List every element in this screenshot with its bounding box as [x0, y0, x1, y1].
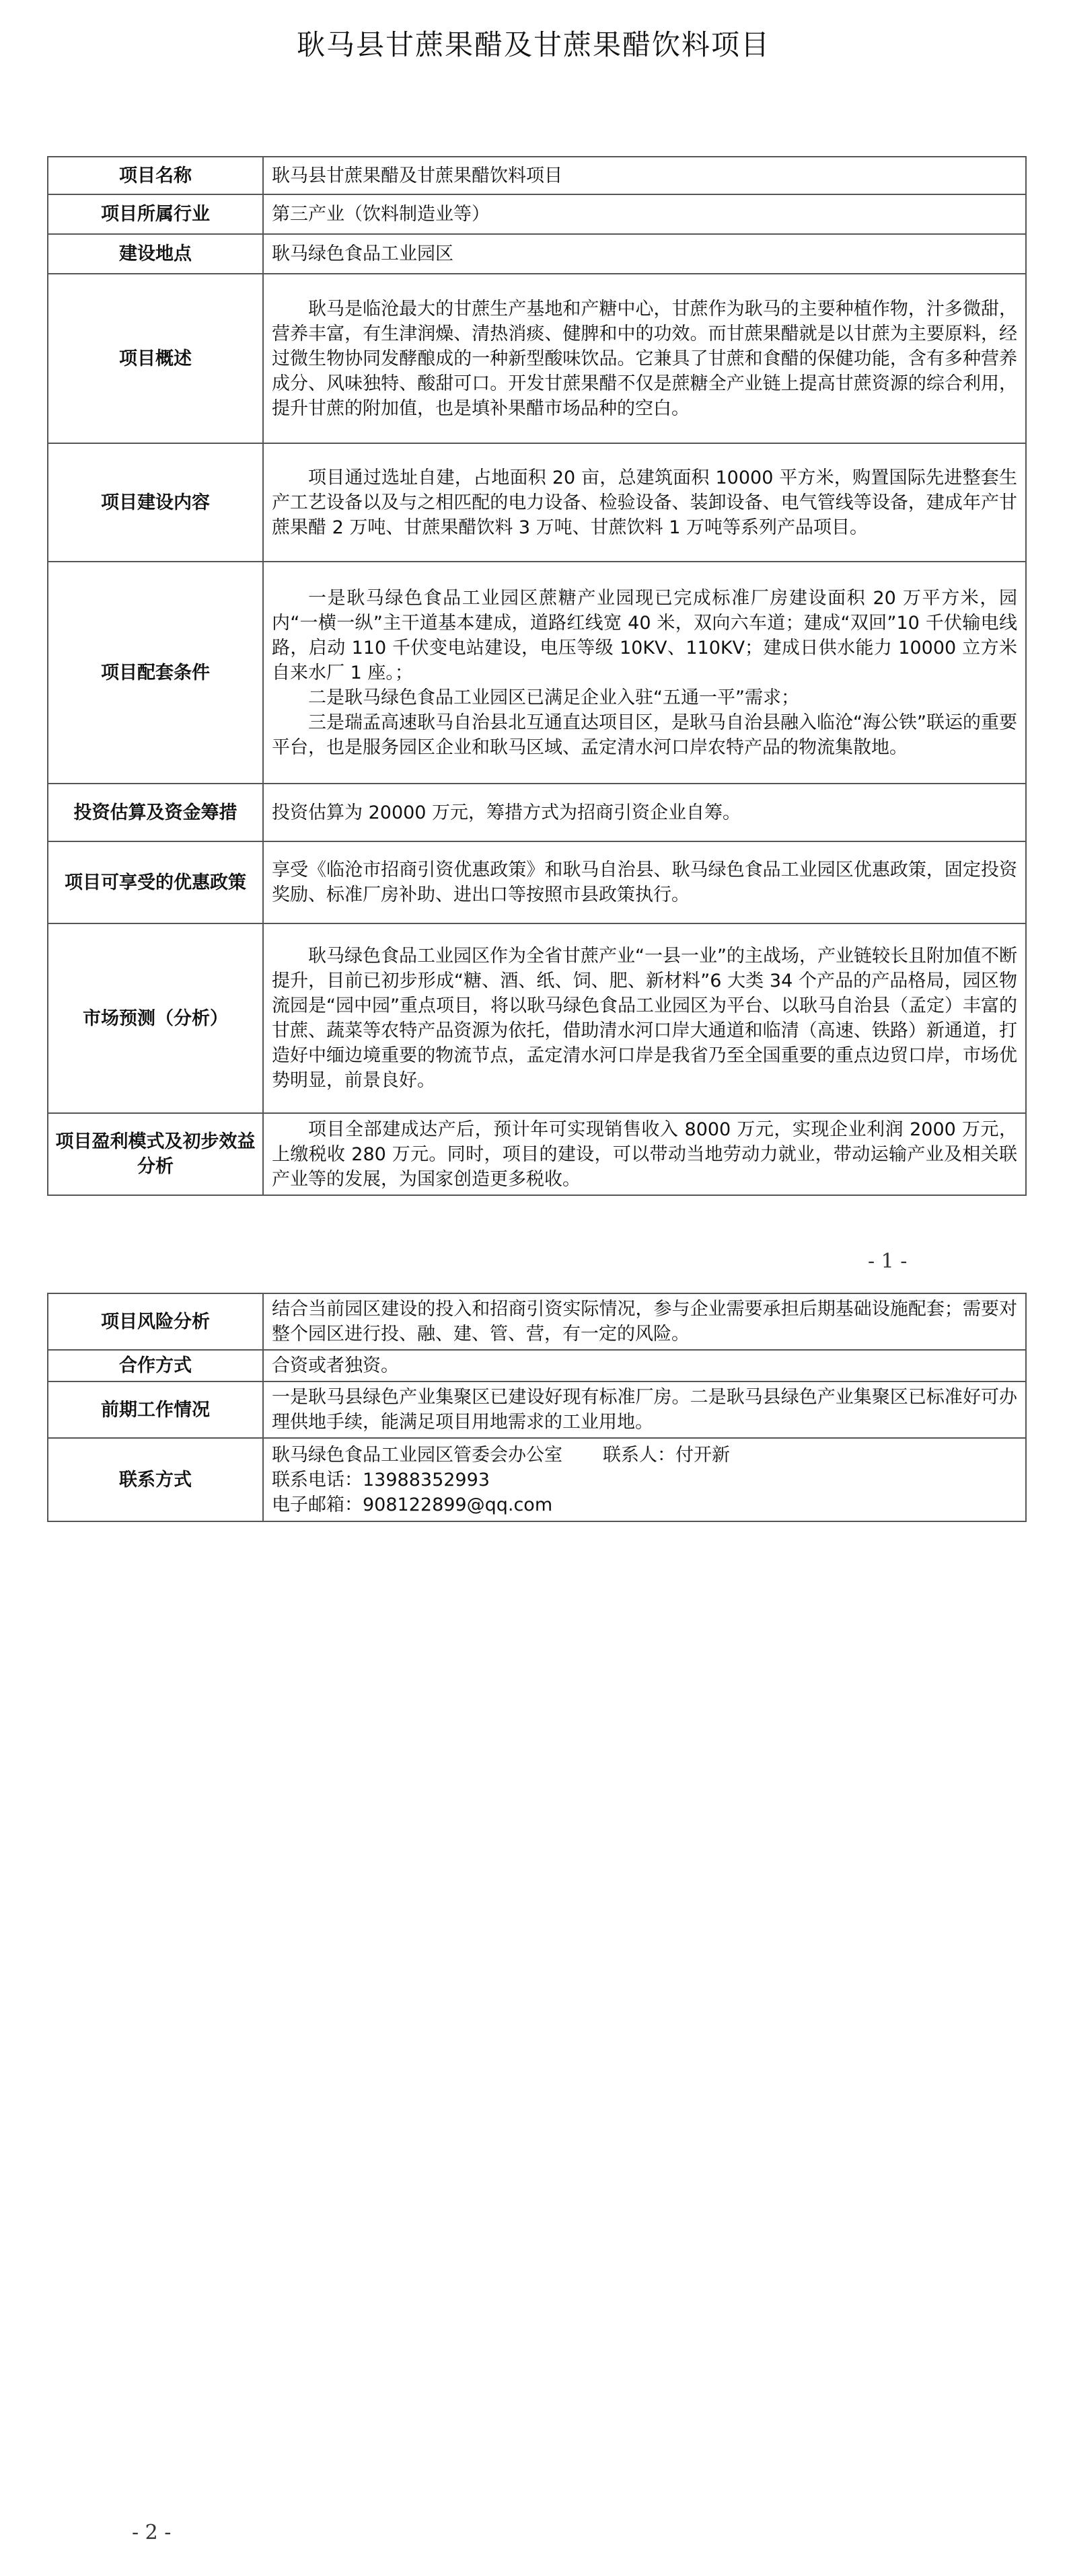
- row-label-cooperation: 合作方式: [48, 1350, 263, 1381]
- row-label-industry: 项目所属行业: [48, 194, 263, 234]
- project-info-table-continued: [47, 1293, 1027, 1522]
- contact-phone: 联系电话：13988352993: [272, 1469, 490, 1490]
- row-content-project-name: 耿马县甘蔗果醋及甘蔗果醋饮料项目: [263, 157, 1026, 194]
- row-content-supporting-conditions: 一是耿马绿色食品工业园区蔗糖产业园现已完成标准厂房建设面积 20 万平方米，园内“一横一纵”主干道基本建成，道路红线宽 40 米，双向六车道；建成“双回”10 千伏输电线路，启动 110 千伏变电站建设，电压等级 10KV、110KV；建成日供水能力 10000 立方米自来水厂 1 座。； 二是耿马绿色食品工业园区已满足企业入驻“五通一平”需求； 三是瑞孟高速耿马自治县北互通直达项目区，是耿马自治县融入临沧“海公铁”联运的重要平台，也是服务园区企业和耿马区域、孟定清水河口岸农特产品的物流集散地。: [263, 562, 1026, 784]
- row-label-contact: 联系方式: [48, 1438, 263, 1521]
- row-label-policy: 项目可享受的优惠政策: [48, 841, 263, 923]
- row-content-policy: 享受《临沧市招商引资优惠政策》和耿马自治县、耿马绿色食品工业园区优惠政策，固定投资奖励、标准厂房补助、进出口等按照市县政策执行。: [263, 841, 1026, 923]
- table-row: [48, 157, 1026, 194]
- table-row: [48, 1293, 1026, 1350]
- row-content-overview: 耿马是临沧最大的甘蔗生产基地和产糖中心，甘蔗作为耿马的主要种植作物，汁多微甜，营养丰富，有生津润燥、清热消痰、健脾和中的功效。而甘蔗果醋就是以甘蔗为主要原料，经过微生物协同发酵酿成的一种新型酸味饮品。它兼具了甘蔗和食醋的保健功能，含有多种营养成分、风味独特、酸甜可口。开发甘蔗果醋不仅是蔗糖全产业链上提高甘蔗资源的综合利用，提升甘蔗的附加值，也是填补果醋市场品种的空白。: [263, 274, 1026, 443]
- row-label-overview: 项目概述: [48, 274, 263, 443]
- row-label-location: 建设地点: [48, 234, 263, 274]
- table-row: [48, 234, 1026, 274]
- table-row: [48, 1438, 1026, 1521]
- table-row: [48, 562, 1026, 784]
- project-info-table: [47, 156, 1027, 1196]
- row-label-market-forecast: 市场预测（分析）: [48, 923, 263, 1113]
- row-label-project-name: 项目名称: [48, 157, 263, 194]
- row-content-construction: 项目通过选址自建，占地面积 20 亩，总建筑面积 10000 平方米，购置国际先进整套生产工艺设备以及与之相匹配的电力设备、检验设备、装卸设备、电气管线等设备，建成年产甘蔗果醋 2 万吨、甘蔗果醋饮料 3 万吨、甘蔗饮料 1 万吨等系列产品项目。: [263, 443, 1026, 562]
- row-label-risk: 项目风险分析: [48, 1293, 263, 1350]
- row-content-investment: 投资估算为 20000 万元，筹措方式为招商引资企业自筹。: [263, 784, 1026, 841]
- row-content-risk: 结合当前园区建设的投入和招商引资实际情况，参与企业需要承担后期基础设施配套；需要对整个园区进行投、融、建、管、营，有一定的风险。: [263, 1293, 1026, 1350]
- row-content-location: 耿马绿色食品工业园区: [263, 234, 1026, 274]
- row-content-profit-model: 项目全部建成达产后，预计年可实现销售收入 8000 万元，实现企业利润 2000 万元，上缴税收 280 万元。同时，项目的建设，可以带动当地劳动力就业，带动运输产业及相关联产业等的发展，为国家创造更多税收。: [263, 1113, 1026, 1195]
- contact-email: 电子邮箱：908122899@qq.com: [272, 1494, 553, 1515]
- row-content-industry: 第三产业（饮料制造业等）: [263, 194, 1026, 234]
- table-row: [48, 194, 1026, 234]
- table-row: [48, 443, 1026, 562]
- table-row: [48, 1381, 1026, 1438]
- page-number: - 1 -: [868, 1250, 908, 1273]
- table-row: [48, 274, 1026, 443]
- table-row: [48, 784, 1026, 841]
- document-title: 耿马县甘蔗果醋及甘蔗果醋饮料项目: [296, 28, 770, 61]
- row-content-preliminary-work: 一是耿马县绿色产业集聚区已建设好现有标准厂房。二是耿马县绿色产业集聚区已标准好可办理供地手续，能满足项目用地需求的工业用地。: [263, 1381, 1026, 1438]
- row-label-supporting-conditions: 项目配套条件: [48, 562, 263, 784]
- row-label-preliminary-work: 前期工作情况: [48, 1381, 263, 1438]
- table-row: [48, 923, 1026, 1113]
- row-label-construction: 项目建设内容: [48, 443, 263, 562]
- page-number: - 2 -: [132, 2521, 172, 2544]
- row-content-contact: [263, 1438, 1026, 1521]
- row-label-investment: 投资估算及资金筹措: [48, 784, 263, 841]
- row-label-profit-model: 项目盈利模式及初步效益分析: [48, 1113, 263, 1195]
- table-row: [48, 1113, 1026, 1195]
- row-content-cooperation: 合资或者独资。: [263, 1350, 1026, 1381]
- contact-office: 耿马绿色食品工业园区管委会办公室: [272, 1444, 562, 1466]
- row-content-market-forecast: 耿马绿色食品工业园区作为全省甘蔗产业“一县一业”的主战场，产业链较长且附加值不断提升，目前已初步形成“糖、酒、纸、饲、肥、新材料”6 大类 34 个产品的产品格局，园区物流园是“园中园”重点项目，将以耿马绿色食品工业园区为平台、以耿马自治县（孟定）丰富的甘蔗、蔬菜等农特产品资源为依托，借助清水河口岸大通道和临清（高速、铁路）新通道，打造好中缅边境重要的物流节点，孟定清水河口岸是我省乃至全国重要的重点边贸口岸，市场优势明显，前景良好。: [263, 923, 1026, 1113]
- table-row: [48, 1350, 1026, 1381]
- contact-person: 联系人：付开新: [603, 1444, 730, 1466]
- table-row: [48, 841, 1026, 923]
